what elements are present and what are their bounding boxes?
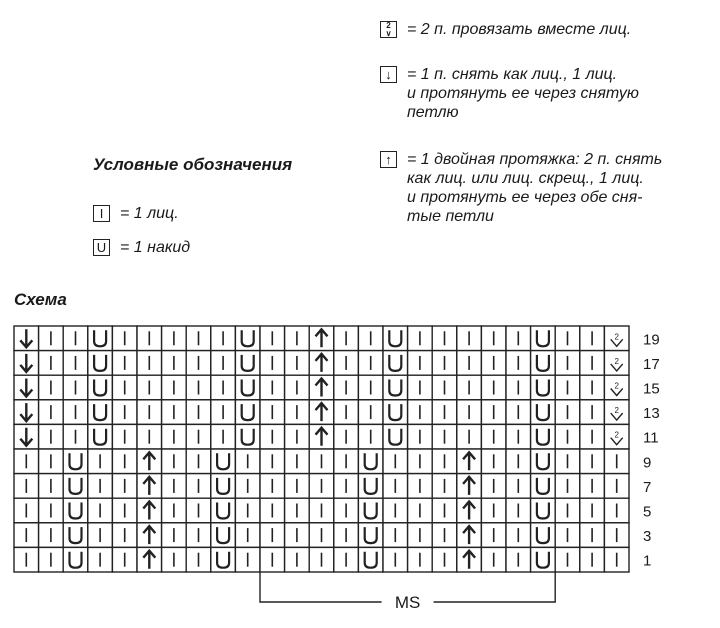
- row-number: 1: [643, 552, 652, 570]
- k2tog-number: 2: [614, 430, 619, 440]
- row-number: 13: [643, 405, 660, 423]
- legend-dd-line-4: тые петли: [407, 208, 494, 225]
- legend-dd-line-1: = 1 двойная протяжка: 2 п. снять: [407, 151, 663, 168]
- chart-title: Схема: [14, 290, 67, 309]
- legend-dd-line-2: как лиц. или лиц. скрещ., 1 лиц.: [407, 170, 644, 187]
- repeat-bracket-right: [434, 572, 556, 602]
- up-arrow-icon: ↑: [380, 151, 397, 168]
- legend-title: Условные обозначения: [93, 155, 293, 174]
- row-number: 9: [643, 454, 652, 472]
- k2tog-chevron: ∨: [385, 29, 392, 38]
- row-number: 5: [643, 503, 652, 521]
- legend-yarnover-text: = 1 накид: [120, 239, 191, 256]
- legend-skp-line-1: = 1 п. снять как лиц., 1 лиц.: [407, 66, 618, 83]
- row-number: 17: [643, 355, 660, 373]
- repeat-label: MS: [394, 593, 421, 612]
- legend-skp-line-2: и протянуть ее через снятую: [407, 85, 639, 102]
- knit-stitch-icon: I: [93, 205, 110, 222]
- legend-dd-line-3: и протянуть ее через обе сня-: [407, 189, 643, 206]
- row-number: 11: [643, 429, 659, 447]
- row-number: 19: [643, 331, 660, 349]
- row-number: 3: [643, 528, 652, 546]
- row-number: 7: [643, 478, 652, 496]
- k2tog-number: 2: [614, 332, 619, 342]
- k2tog-number: 2: [614, 381, 619, 391]
- k2tog-number: 2: [386, 21, 391, 30]
- legend-k2tog-text: = 2 п. провязать вместе лиц.: [407, 21, 632, 38]
- legend-skp-line-3: петлю: [407, 104, 459, 121]
- k2tog-number: 2: [614, 356, 619, 366]
- yarn-over-icon: U: [93, 239, 110, 256]
- repeat-bracket-left: [260, 572, 382, 602]
- k2tog-number: 2: [614, 406, 619, 416]
- down-arrow-icon: ↓: [380, 66, 397, 83]
- legend-knit-text: = 1 лиц.: [120, 205, 179, 222]
- row-number: 15: [643, 380, 660, 398]
